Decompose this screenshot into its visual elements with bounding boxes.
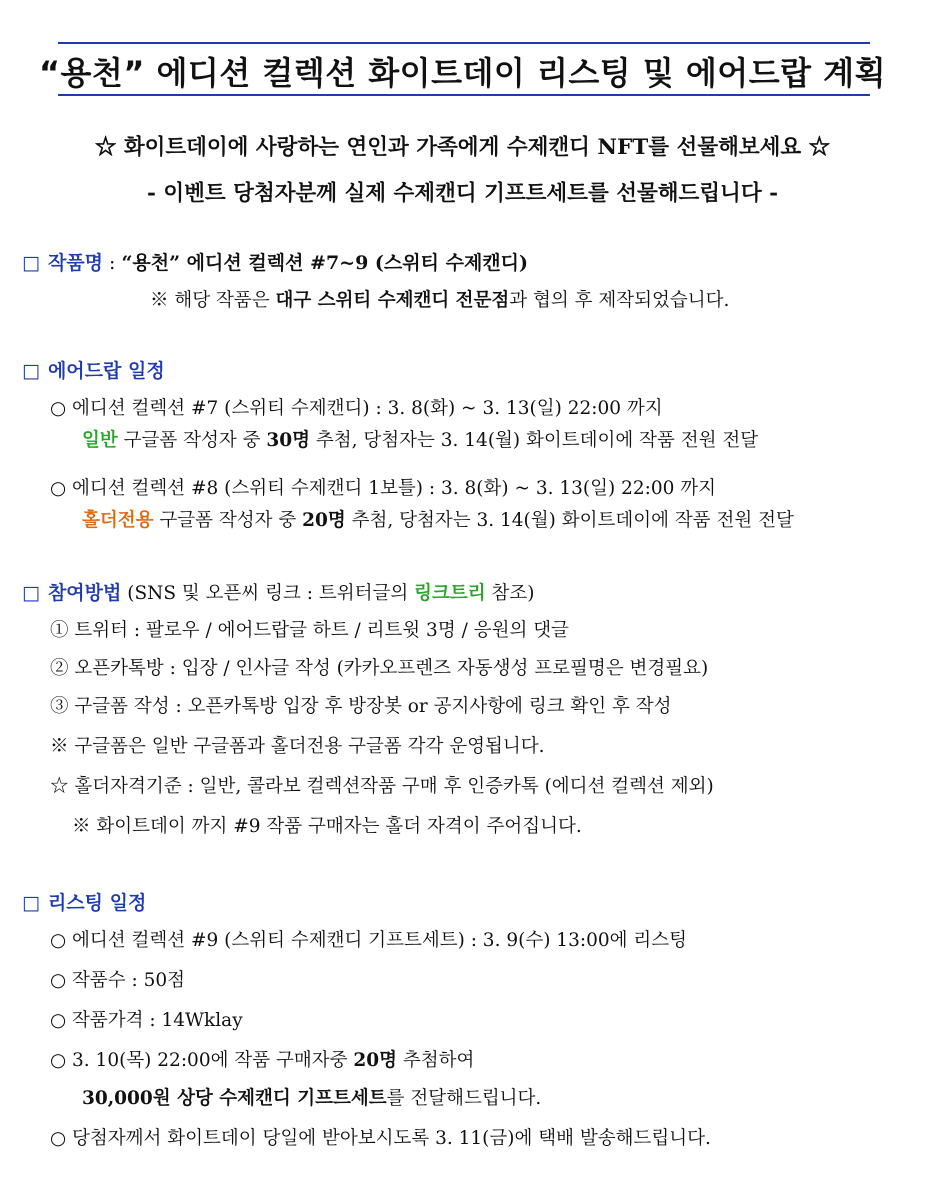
section-work bbox=[22, 248, 528, 275]
section-work-value: “용천” 에디션 컬렉션 #7~9 (스위티 수제캔디) bbox=[121, 252, 529, 274]
airdrop-item-1-detail bbox=[82, 426, 758, 452]
airdrop-item-2-pre: 구글폼 작성자 중 bbox=[153, 510, 303, 531]
listing-item-4-pre: ○ 3. 10(목) 22:00에 작품 구매자중 bbox=[50, 1050, 354, 1071]
participate-desc-post: 참조) bbox=[485, 583, 535, 604]
section-listing bbox=[22, 888, 146, 915]
participate-note-3: ※ 화이트데이 까지 #9 작품 구매자는 홀더 자격이 주어집니다. bbox=[72, 816, 582, 837]
checkbox-square-icon: □ bbox=[22, 892, 40, 914]
airdrop-item-2-detail bbox=[82, 506, 794, 532]
section-work-note bbox=[150, 286, 729, 312]
listing-item-4-count: 20명 bbox=[353, 1050, 397, 1071]
airdrop-item-1-post: 추첨, 당첨자는 3. 14(월) 화이트데이에 작품 전원 전달 bbox=[310, 430, 759, 451]
page-title: “용천” 에디션 컬렉션 화이트데이 리스팅 및 에어드랍 계획 bbox=[38, 54, 887, 92]
participate-step-3: ③ 구글폼 작성 : 오픈카톡방 입장 후 방장봇 or 공지사항에 링크 확인 후 작성 bbox=[50, 696, 672, 717]
work-note-prefix: ※ 해당 작품은 bbox=[150, 290, 276, 311]
airdrop-item-2-post: 추첨, 당첨자는 3. 14(월) 화이트데이에 작품 전원 전달 bbox=[345, 510, 794, 531]
listing-item-4-post: 추첨하여 bbox=[396, 1050, 475, 1071]
intro-line-2: - 이벤트 당첨자분께 실제 수제캔디 기프트세트를 선물해드립니다 - bbox=[146, 181, 778, 206]
checkbox-square-icon: □ bbox=[22, 360, 40, 382]
listing-gift-set: 30,000원 상당 수제캔디 기프트세트 bbox=[82, 1088, 387, 1109]
section-airdrop bbox=[22, 356, 165, 383]
participate-linktree: 링크트리 bbox=[414, 583, 486, 604]
title-top-rule bbox=[58, 42, 870, 44]
checkbox-square-icon: □ bbox=[22, 582, 40, 604]
title-bottom-rule bbox=[58, 94, 870, 96]
intro-line-1: ☆ 화이트데이에 사랑하는 연인과 가족에게 수제캔디 NFT를 선물해보세요 ☆ bbox=[94, 135, 831, 160]
section-airdrop-label: 에어드랍 일정 bbox=[47, 360, 165, 382]
checkbox-square-icon: □ bbox=[22, 252, 40, 274]
airdrop-item-2: ○ 에디션 컬렉션 #8 (스위티 수제캔디 1보틀) : 3. 8(화) ~ 3. 13(일) 22:00 까지 bbox=[50, 478, 717, 499]
listing-item-1: ○ 에디션 컬렉션 #9 (스위티 수제캔디 기프트세트) : 3. 9(수) 13:00에 리스팅 bbox=[50, 930, 687, 951]
section-work-label: 작품명 bbox=[47, 252, 104, 274]
listing-item-4 bbox=[50, 1046, 474, 1072]
section-participate-label: 참여방법 bbox=[47, 582, 122, 604]
section-work-sep: : bbox=[103, 252, 122, 274]
listing-item-3: ○ 작품가격 : 14Wklay bbox=[50, 1010, 243, 1031]
work-note-shop: 대구 스위티 수제캔디 전문점 bbox=[275, 290, 510, 311]
listing-item-4-line-2-post: 를 전달해드립니다. bbox=[386, 1088, 542, 1109]
listing-item-5: ○ 당첨자께서 화이트데이 당일에 받아보시도록 3. 11(금)에 택배 발송해드립니다. bbox=[50, 1128, 711, 1149]
airdrop-item-1: ○ 에디션 컬렉션 #7 (스위티 수제캔디) : 3. 8(화) ~ 3. 13(일) 22:00 까지 bbox=[50, 398, 663, 419]
airdrop-item-1-count: 30명 bbox=[266, 430, 310, 451]
participate-desc-pre: (SNS 및 오픈씨 링크 : 트위터글의 bbox=[121, 583, 415, 604]
participate-note-1: ※ 구글폼은 일반 구글폼과 홀더전용 구글폼 각각 운영됩니다. bbox=[50, 736, 545, 757]
airdrop-item-1-pre: 구글폼 작성자 중 bbox=[117, 430, 267, 451]
listing-item-2: ○ 작품수 : 50점 bbox=[50, 970, 186, 991]
participate-step-1: ① 트위터 : 팔로우 / 에어드랍글 하트 / 리트윗 3명 / 응원의 댓글 bbox=[50, 620, 569, 641]
airdrop-item-1-general: 일반 bbox=[82, 430, 118, 451]
section-participate bbox=[22, 578, 534, 605]
airdrop-item-2-holder: 홀더전용 bbox=[82, 510, 154, 531]
section-listing-label: 리스팅 일정 bbox=[47, 892, 147, 914]
participate-note-2: ☆ 홀더자격기준 : 일반, 콜라보 컬렉션작품 구매 후 인증카톡 (에디션 컬렉션 제외) bbox=[50, 776, 714, 797]
participate-step-2: ② 오픈카톡방 : 입장 / 인사글 작성 (카카오프렌즈 자동생성 프로필명은 변경필요) bbox=[50, 658, 709, 679]
listing-item-4-line-2 bbox=[82, 1084, 541, 1110]
airdrop-item-2-count: 20명 bbox=[302, 510, 346, 531]
work-note-suffix: 과 협의 후 제작되었습니다. bbox=[509, 290, 730, 311]
